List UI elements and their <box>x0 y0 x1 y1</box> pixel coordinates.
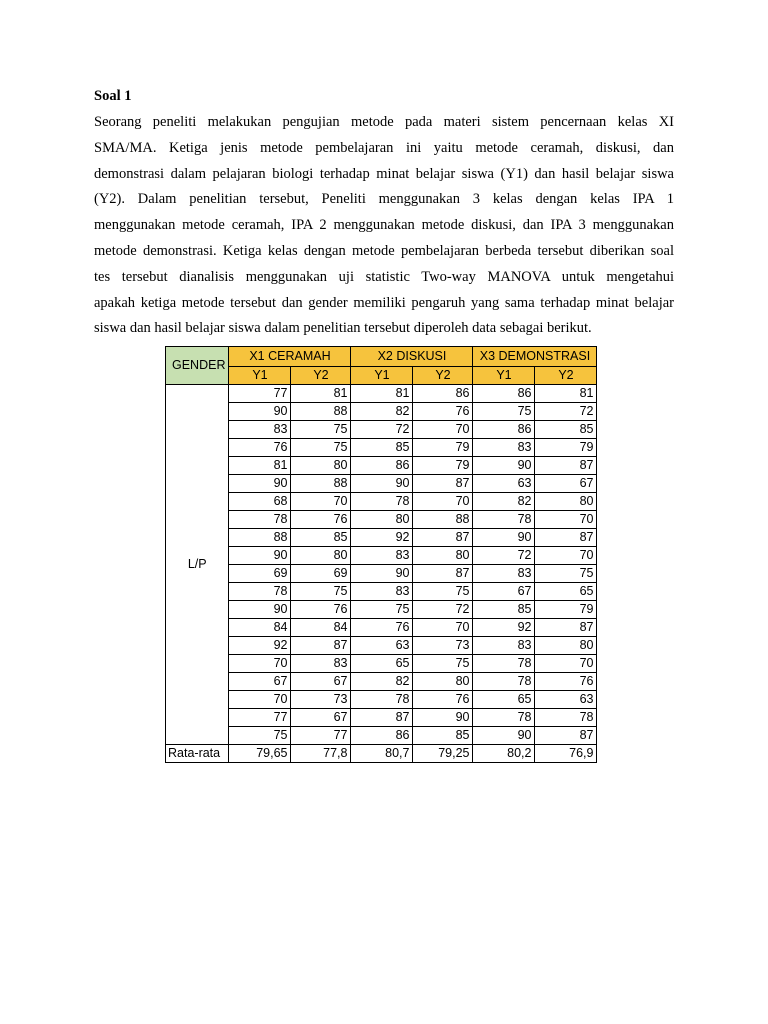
table-cell: 80 <box>535 493 597 511</box>
table-cell: 75 <box>229 727 291 745</box>
table-cell: 77 <box>229 385 291 403</box>
table-cell: 65 <box>535 583 597 601</box>
table-cell: 87 <box>413 529 473 547</box>
table-cell: 85 <box>351 439 413 457</box>
table-cell: 78 <box>229 583 291 601</box>
table-cell: 86 <box>473 421 535 439</box>
table-cell: 80 <box>535 637 597 655</box>
table-cell: 90 <box>473 457 535 475</box>
table-cell: 68 <box>229 493 291 511</box>
table-cell: 90 <box>413 709 473 727</box>
average-cell: 76,9 <box>535 745 597 763</box>
table-cell: 77 <box>291 727 351 745</box>
table-cell: 83 <box>473 637 535 655</box>
table-row <box>166 457 597 475</box>
table-cell: 92 <box>473 619 535 637</box>
table-cell: 80 <box>413 547 473 565</box>
paragraph-line: tes tersebut dianalisis menggunakan uji statistic Two-way MANOVA untuk mengetahui <box>94 268 674 285</box>
table-cell: 88 <box>229 529 291 547</box>
table-cell: 79 <box>535 439 597 457</box>
table-cell: 83 <box>473 439 535 457</box>
table-cell: 70 <box>413 493 473 511</box>
table-cell: 73 <box>413 637 473 655</box>
table-cell: 65 <box>351 655 413 673</box>
table-row <box>166 439 597 457</box>
table-cell: 87 <box>413 565 473 583</box>
table-cell: 75 <box>291 421 351 439</box>
table-row <box>166 511 597 529</box>
average-cell: 80,7 <box>351 745 413 763</box>
table-cell: 86 <box>473 385 535 403</box>
table-cell: 77 <box>229 709 291 727</box>
table-cell: 69 <box>291 565 351 583</box>
table-row <box>166 565 597 583</box>
table-cell: 88 <box>291 403 351 421</box>
table-cell: 85 <box>291 529 351 547</box>
table-row <box>166 673 597 691</box>
table-row <box>166 619 597 637</box>
sub-header-x1-y2: Y2 <box>291 367 351 385</box>
table-row <box>166 583 597 601</box>
table-row <box>166 493 597 511</box>
gender-header: GENDER <box>166 347 229 385</box>
table-cell: 87 <box>291 637 351 655</box>
table-cell: 81 <box>229 457 291 475</box>
table-cell: 75 <box>535 565 597 583</box>
table-row <box>166 475 597 493</box>
table-cell: 80 <box>291 457 351 475</box>
table-cell: 78 <box>535 709 597 727</box>
table-cell: 85 <box>535 421 597 439</box>
average-label: Rata-rata <box>166 745 229 763</box>
table-cell: 76 <box>229 439 291 457</box>
table-cell: 63 <box>535 691 597 709</box>
table-cell: 65 <box>473 691 535 709</box>
average-row <box>166 745 597 763</box>
table-cell: 87 <box>413 475 473 493</box>
table-cell: 80 <box>413 673 473 691</box>
group-header-x2: X2 DISKUSI <box>351 347 473 367</box>
question-heading: Soal 1 <box>94 88 132 104</box>
table-cell: 86 <box>413 385 473 403</box>
table-cell: 76 <box>535 673 597 691</box>
table-row <box>166 529 597 547</box>
table-cell: 81 <box>291 385 351 403</box>
table-cell: 90 <box>351 565 413 583</box>
table-cell: 67 <box>473 583 535 601</box>
average-cell: 79,25 <box>413 745 473 763</box>
table-cell: 79 <box>413 439 473 457</box>
table-cell: 70 <box>535 655 597 673</box>
table-cell: 70 <box>413 421 473 439</box>
table-row <box>166 691 597 709</box>
table-cell: 70 <box>229 655 291 673</box>
group-header-x1: X1 CERAMAH <box>229 347 351 367</box>
table-cell: 85 <box>413 727 473 745</box>
table-cell: 72 <box>473 547 535 565</box>
table-cell: 67 <box>291 709 351 727</box>
table-cell: 63 <box>473 475 535 493</box>
table-cell: 92 <box>351 529 413 547</box>
table-cell: 92 <box>229 637 291 655</box>
table-cell: 76 <box>413 403 473 421</box>
table-cell: 81 <box>351 385 413 403</box>
paragraph-line: apakah ketiga metode tersebut dan gender memiliki pengaruh yang sama terhadap minat belajar <box>94 294 674 311</box>
table-cell: 88 <box>413 511 473 529</box>
table-cell: 78 <box>473 511 535 529</box>
table-cell: 76 <box>413 691 473 709</box>
paragraph-line: menggunakan metode ceramah, IPA 2 menggunakan metode diskusi, dan IPA 3 menggunakan <box>94 217 674 234</box>
sub-header-x3-y2: Y2 <box>535 367 597 385</box>
table-cell: 78 <box>229 511 291 529</box>
table-cell: 72 <box>351 421 413 439</box>
table-cell: 83 <box>229 421 291 439</box>
table-cell: 76 <box>291 511 351 529</box>
table-cell: 84 <box>291 619 351 637</box>
table-cell: 70 <box>413 619 473 637</box>
table-cell: 80 <box>351 511 413 529</box>
paragraph-line: metode demonstrasi. Ketiga kelas dengan metode pembelajaran berbeda tersebut diberikan soal <box>94 242 674 259</box>
table-cell: 81 <box>535 385 597 403</box>
table-cell: 84 <box>229 619 291 637</box>
table-row <box>166 709 597 727</box>
table-cell: 70 <box>229 691 291 709</box>
table-cell: 75 <box>413 655 473 673</box>
paragraph-line: (Y2). Dalam penelitian tersebut, Peneliti menggunakan 3 kelas dengan kelas IPA 1 <box>94 191 674 208</box>
group-header-x3: X3 DEMONSTRASI <box>473 347 597 367</box>
table-cell: 83 <box>351 583 413 601</box>
table-cell: 82 <box>473 493 535 511</box>
table-cell: 76 <box>291 601 351 619</box>
table-cell: 78 <box>351 493 413 511</box>
data-table <box>165 346 597 763</box>
table-cell: 90 <box>229 601 291 619</box>
table-cell: 69 <box>229 565 291 583</box>
average-cell: 80,2 <box>473 745 535 763</box>
table-cell: 82 <box>351 403 413 421</box>
table-cell: 87 <box>535 457 597 475</box>
table-row <box>166 421 597 439</box>
table-cell: 87 <box>535 727 597 745</box>
table-cell: 67 <box>229 673 291 691</box>
table-cell: 82 <box>351 673 413 691</box>
sub-header-x1-y1: Y1 <box>229 367 291 385</box>
table-cell: 79 <box>535 601 597 619</box>
table-cell: 90 <box>473 529 535 547</box>
table-cell: 75 <box>473 403 535 421</box>
average-cell: 79,65 <box>229 745 291 763</box>
table-cell: 87 <box>535 529 597 547</box>
table-row <box>166 727 597 745</box>
table-cell: 90 <box>473 727 535 745</box>
table-cell: 75 <box>413 583 473 601</box>
table-cell: 86 <box>351 457 413 475</box>
paragraph-line: SMA/MA. Ketiga jenis metode pembelajaran ini yaitu metode ceramah, diskusi, dan <box>94 139 674 156</box>
table-cell: 78 <box>351 691 413 709</box>
table-row <box>166 547 597 565</box>
table-cell: 78 <box>473 673 535 691</box>
table-cell: 83 <box>291 655 351 673</box>
table-row <box>166 385 597 403</box>
table-cell: 87 <box>351 709 413 727</box>
sub-header-x3-y1: Y1 <box>473 367 535 385</box>
table-cell: 67 <box>291 673 351 691</box>
paragraph-line: Seorang peneliti melakukan pengujian metode pada materi sistem pencernaan kelas XI <box>94 114 674 130</box>
paragraph-line: demonstrasi dalam pelajaran biologi terhadap minat belajar siswa (Y1) dan hasil belajar siswa <box>94 165 674 182</box>
average-cell: 77,8 <box>291 745 351 763</box>
table-cell: 90 <box>229 403 291 421</box>
table-cell: 72 <box>535 403 597 421</box>
sub-header-x2-y2: Y2 <box>413 367 473 385</box>
table-cell: 88 <box>291 475 351 493</box>
table-row <box>166 637 597 655</box>
table-cell: 73 <box>291 691 351 709</box>
table-cell: 75 <box>291 583 351 601</box>
table-cell: 86 <box>351 727 413 745</box>
table-cell: 78 <box>473 655 535 673</box>
table-cell: 70 <box>535 511 597 529</box>
table-cell: 90 <box>229 475 291 493</box>
table-cell: 70 <box>535 547 597 565</box>
paragraph-line: siswa dan hasil belajar siswa dalam penelitian tersebut diperoleh data sebagai berikut. <box>94 320 592 337</box>
table-cell: 83 <box>351 547 413 565</box>
table-cell: 70 <box>291 493 351 511</box>
table-cell: 78 <box>473 709 535 727</box>
sub-header-x2-y1: Y1 <box>351 367 413 385</box>
table-cell: 90 <box>351 475 413 493</box>
table-cell: 63 <box>351 637 413 655</box>
table-cell: 75 <box>291 439 351 457</box>
table-cell: 75 <box>351 601 413 619</box>
table-cell: 72 <box>413 601 473 619</box>
table-cell: 87 <box>535 619 597 637</box>
table-row <box>166 655 597 673</box>
table-cell: 76 <box>351 619 413 637</box>
table-row <box>166 601 597 619</box>
question-paragraph <box>94 110 674 342</box>
table-cell: 90 <box>229 547 291 565</box>
table-cell: 85 <box>473 601 535 619</box>
table-row <box>166 403 597 421</box>
table-cell: 67 <box>535 475 597 493</box>
table-cell: 83 <box>473 565 535 583</box>
table-cell: 79 <box>413 457 473 475</box>
table-cell: 80 <box>291 547 351 565</box>
gender-value: L/P <box>166 385 229 745</box>
